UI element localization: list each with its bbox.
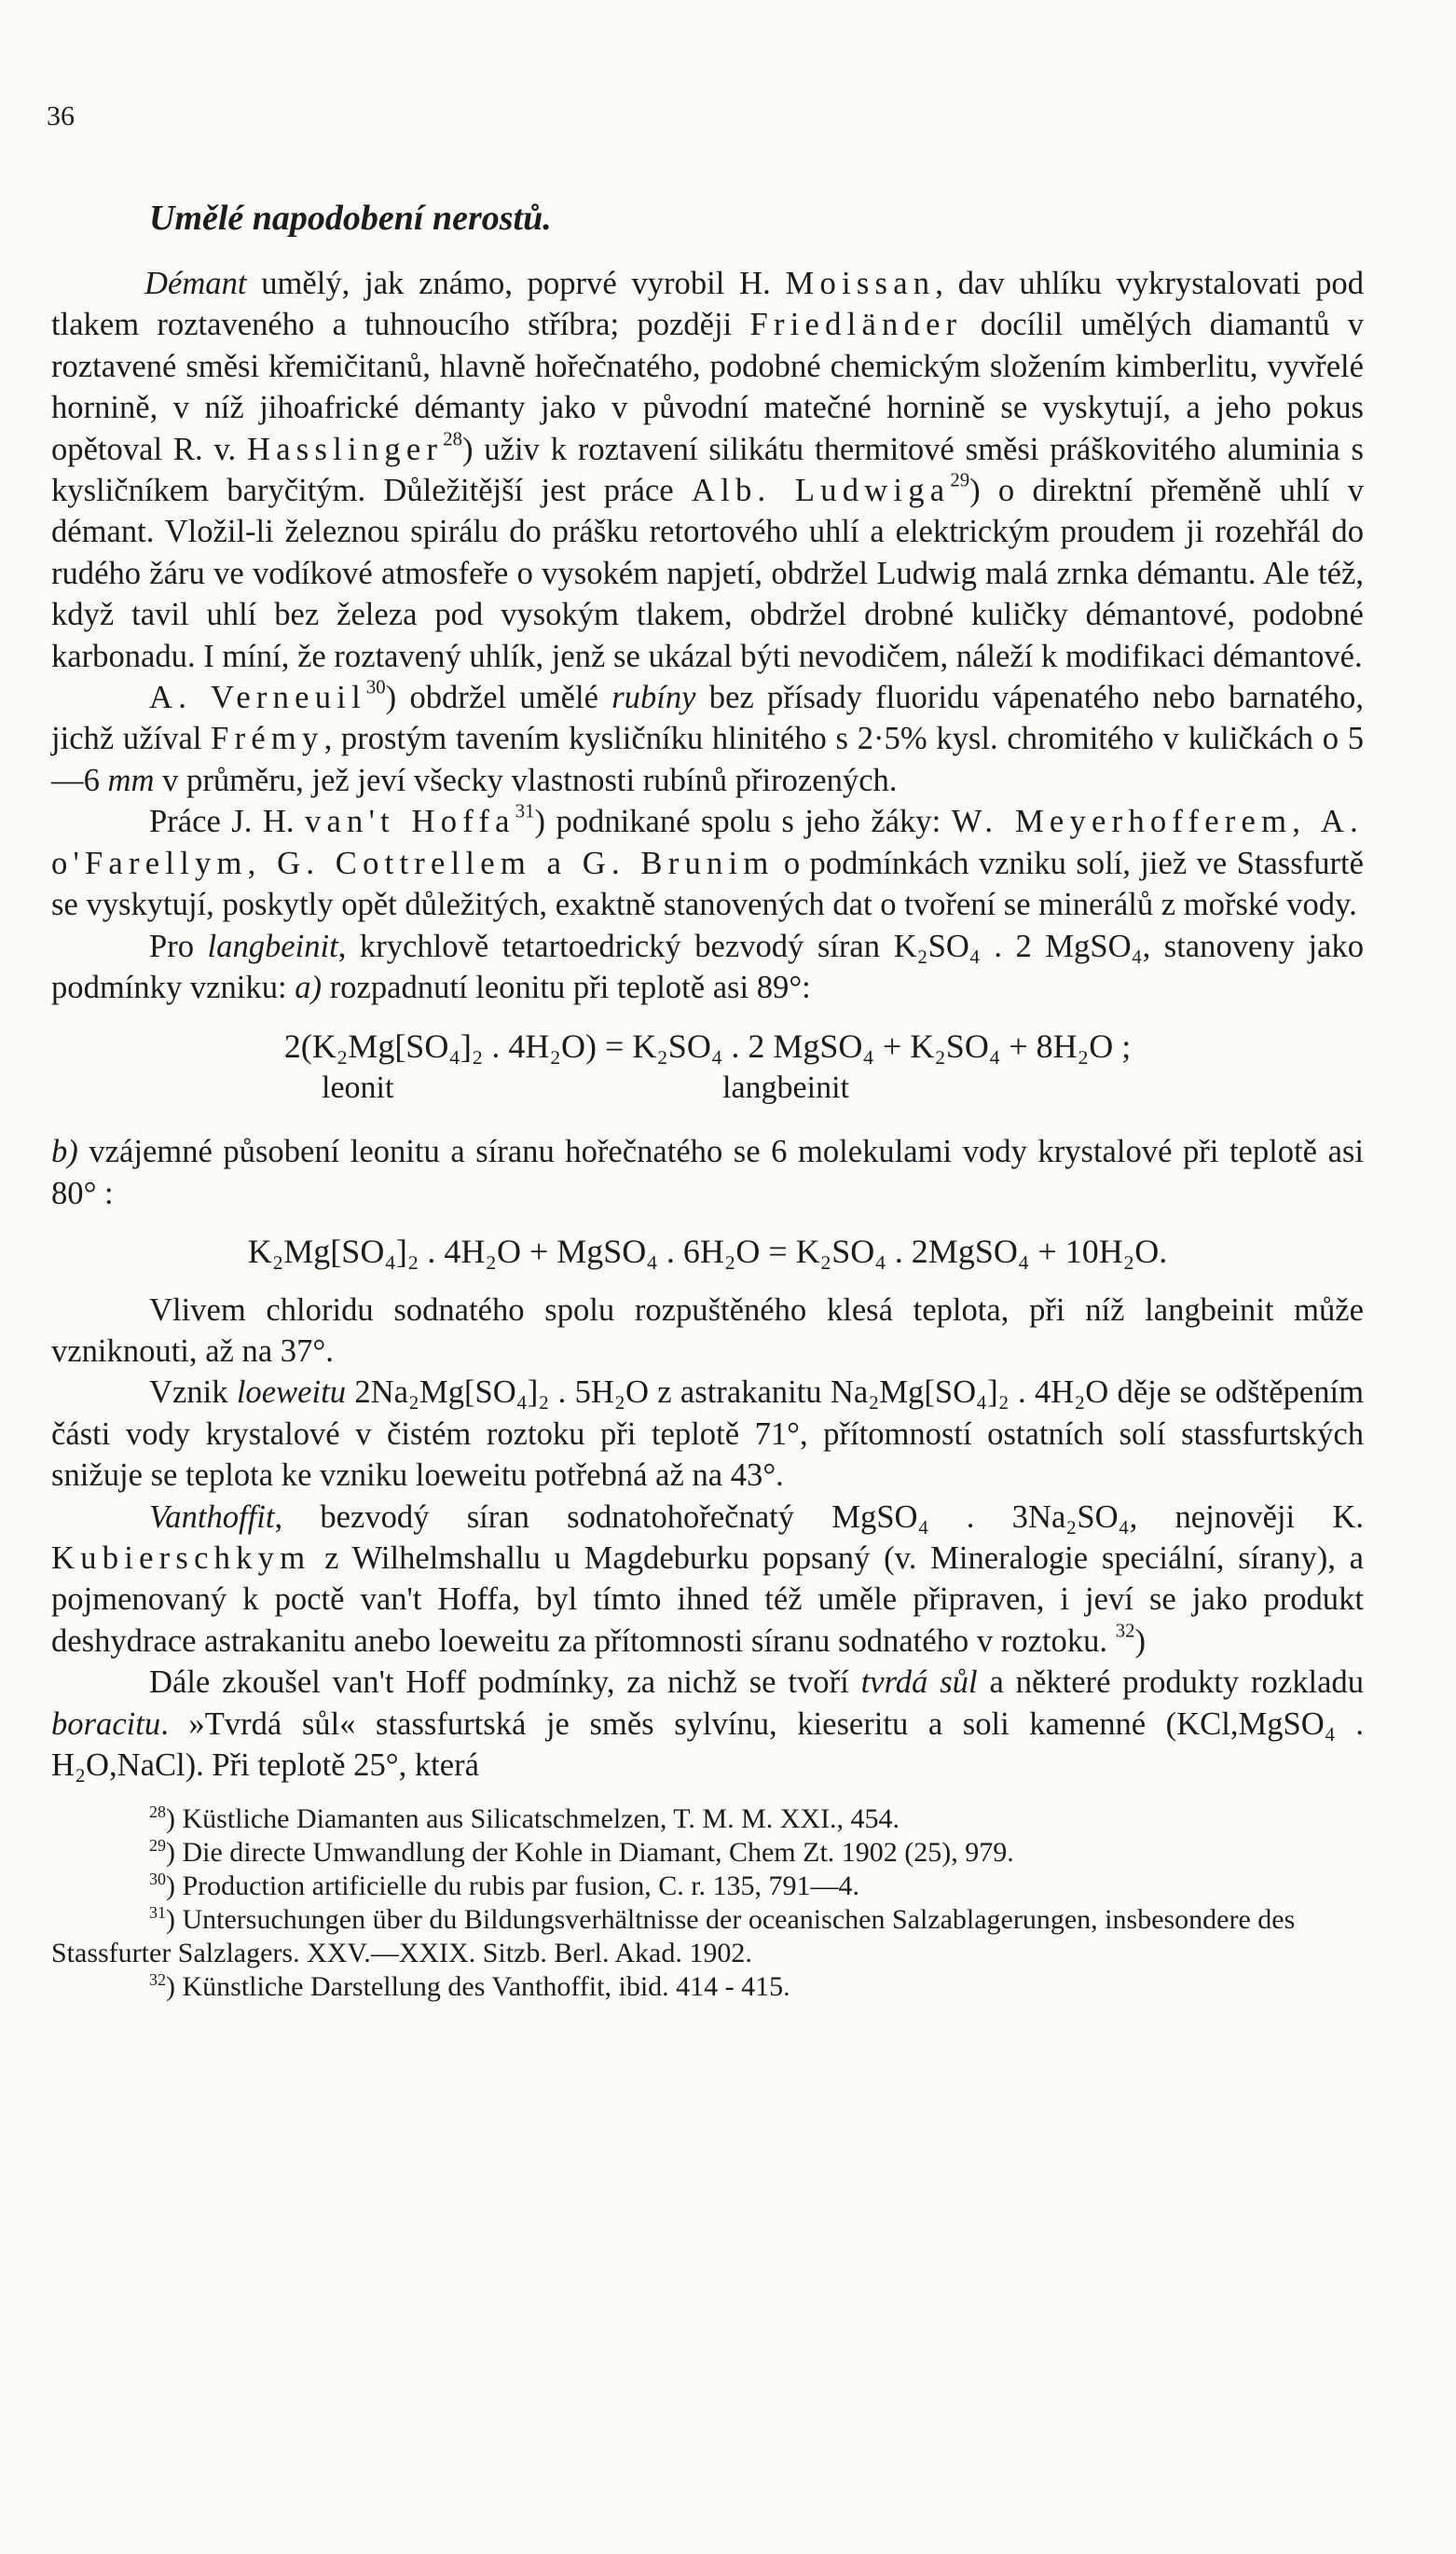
footnote-29: $^{29}$) Die directe Umwandlung der Kohle in Diamant, Chem Zt. 1902 (25), 979. <box>149 1836 1014 1869</box>
paragraph-b: b) vzájemné působení leonitu a síranu hořečnatého se 6 molekulami vody krystalové při teplotě asi 80° : <box>51 1134 1364 1211</box>
formula-magnesium: K₂Mg[SO₄]₂ . 4H₂O + MgSO₄ . 6H₂O = K₂SO₄ . 2MgSO₄ + 10H₂O. <box>247 1233 1168 1271</box>
paragraph-loeweit: Vznik loeweitu 2Na₂Mg[SO₄]₂ . 5H₂O z astrakanitu Na₂Mg[SO₄]₂ . 4H₂O děje se odštěpením části vody krystalové v čistém roztoku při teplotě 71°, přítomností ostatních solí stassfurtských snižuje se teplota ke vzniku loeweitu potřebná až na 43°. <box>51 1374 1364 1494</box>
footnote-ref: 28 <box>443 429 462 450</box>
footnote-ref: 32 <box>1115 1621 1135 1642</box>
page-number: 36 <box>47 101 75 131</box>
paragraph-langbeinit: Pro langbeinit, krychlově tetartoedrický bezvodý síran K₂SO₄ . 2 MgSO₄, stanoveny jako podmínky vzniku: a) rozpadnutí leonitu při teplotě asi 89°: <box>51 928 1364 1005</box>
footnote-ref: 30 <box>365 677 386 698</box>
footnote-ref: 31 <box>515 801 535 822</box>
footnote-31: $^{31}$) Untersuchungen über du Bildungsverhältnisse der oceanischen Salzablagerungen, insbesondere des Stassfurter Salzlagers. XXV.—XXIX. Sitzb. Berl. Akad. 1902. <box>51 1903 1296 1969</box>
body-text <box>51 263 1364 2004</box>
paragraph-chloride: Vlivem chloridu sodnatého spolu rozpuštěného klesá teplota, při níž langbeinit může vzniknouti, až na 37°. <box>51 1291 1364 1369</box>
formula-leonit: 2(K₂Mg[SO₄]₂ . 4H₂O) = K₂SO₄ . 2 MgSO₄ + K₂SO₄ + 8H₂O ; <box>283 1028 1132 1066</box>
footnote-ref: 29 <box>950 470 970 491</box>
section-title: Umělé napodobení nerostů. <box>149 199 552 238</box>
paragraph-vanthoffit: Vanthoffit, bezvodý síran sodnatohořečnatý MgSO₄ . 3Na₂SO₄, nejnověji K. Kubierschkym z Wilhelmshallu u Magdeburku popsaný (v. Mineralogie speciální, sírany), a pojmenovaný k poctě van't Hoffa, byl tímto ihned též uměle připraven, i jeví se jako produkt deshydrace astrakanitu anebo loeweitu za přítomnosti síranu sodnatého v roztoku. $^{32}$) <box>51 1498 1364 1659</box>
paragraph-ruby: A. Verneuil$^{30}$) obdržel umělé rubíny bez přísady fluoridu vápenatého nebo barnatého, jichž užíval Frémy, prostým tavením kysličníku hlinitého s 2·5% kysl. chromitého v kuličkách o 5—6 mm v průměru, jež jeví všecky vlastnosti rubínů přirozených. <box>51 677 1364 798</box>
paragraph-vanthoff: Práce J. H. van't Hoffa$^{31}$) podnikané spolu s jeho žáky: W. Meyerhofferem, A. o'Farellym, G. Cottrellem a G. Brunim o podmínkách vzniku solí, jiež ve Stassfurtě se vyskytují, poskytly opět důležitých, exaktně stanovených dat o tvoření se minerálů z mořské vody. <box>51 801 1364 923</box>
footnote-28: $^{28}$) Küstliche Diamanten aus Silicatschmelzen, T. M. M. XXI., 454. <box>149 1802 900 1835</box>
footnote-30: $^{30}$) Production artificielle du rubis par fusion, C. r. 135, 791—4. <box>149 1870 860 1902</box>
paragraph-hard-salt: Dále zkoušel van't Hoff podmínky, za nichž se tvoří tvrdá sůl a některé produkty rozkladu boracitu. »Tvrdá sůl« stassfurtská je směs sylvínu, kieseritu a soli kamenné (KCl,MgSO₄ . H₂O,NaCl). Při teplotě 25°, která <box>51 1664 1365 1783</box>
formula-labels <box>51 1070 1364 1112</box>
footnote-32: $^{32}$) Künstliche Darstellung des Vanthoffit, ibid. 414 - 415. <box>149 1970 790 2003</box>
label-langbeinit: langbeinit <box>722 1070 849 1106</box>
paragraph-diamond: Démant umělý, jak známo, poprvé vyrobil H. Moissan, dav uhlíku vykrystalovati pod tlakem roztaveného a tuhnoucího stříbra; později Friedländer docílil umělých diamantů v roztavené směsi křemičitanů, hlavně hořečnatého, podobné chemickým složením kimberlitu, vyvřelé hornině, v níž jihoafrické démanty jako v původní matečné hornině se vyskytují, a jeho pokus opětoval R. v. Hasslinger$^{28}$) uživ k roztavení silikátu thermitové směsi práškovitého aluminia s kysličníkem baryčitým. Důležitější jest práce Alb. Ludwiga$^{29}$) o direktní přeměně uhlí v démant. Vložil-li železnou spirálu do prášku retortového uhlí a elektrickým proudem ji rozehřál do rudého žáru ve vodíkové atmosfeře o vysokém napjetí, obdržel Ludwig malá zrnka démantu. Ale též, když tavil uhlí bez železa pod vysokým tlakem, obdržel drobné kuličky démantové, podobné karbonadu. I míní, že roztavený uhlík, jenž se ukázal býti nevodičem, náleží k modifikaci démantové. <box>51 266 1364 674</box>
footnotes <box>51 1802 1364 2004</box>
label-leonit: leonit <box>322 1070 394 1106</box>
